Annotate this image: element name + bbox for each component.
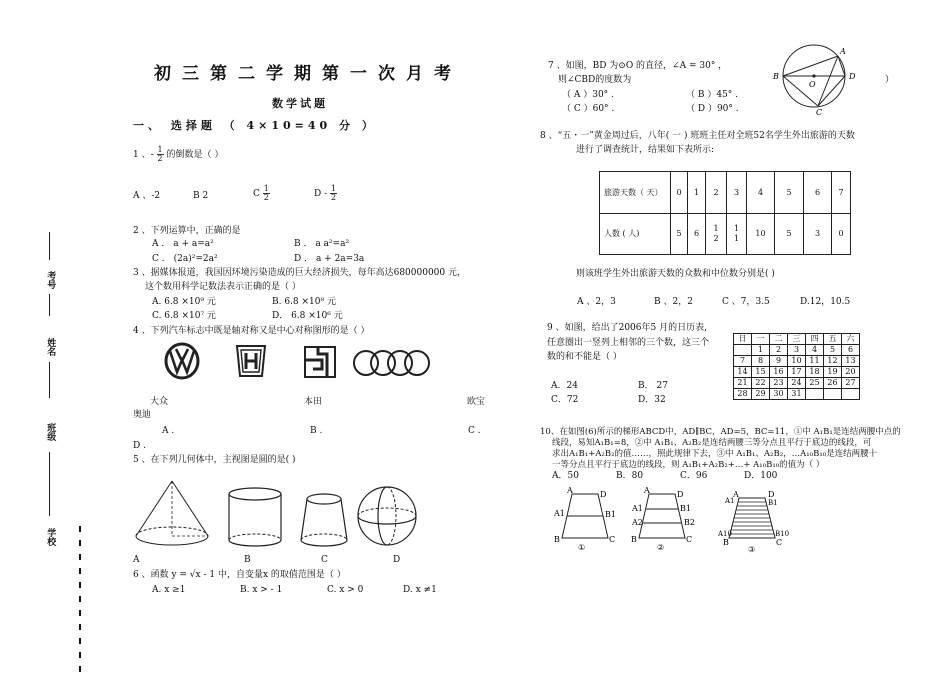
q8-count-cell: 10: [747, 214, 775, 255]
q5-option-b: B: [244, 555, 251, 565]
calendar-day: 6: [842, 345, 860, 356]
calendar-day: 4: [806, 345, 824, 356]
logo-label-volkswagen: 大众: [150, 397, 169, 407]
q8-count-cell: 6: [688, 214, 706, 255]
calendar-day: 19: [824, 367, 842, 378]
fig3-label-c: C: [776, 538, 783, 547]
q9-option-c: C．72: [551, 395, 579, 405]
fig3-label-a1: A1: [725, 497, 735, 505]
calendar-weekday: 一: [752, 334, 770, 345]
q1-option-a: A 、-2: [133, 191, 161, 201]
fig2-label-b: B: [631, 535, 637, 544]
q7-option-a: （ A ）30° .: [562, 90, 614, 100]
calendar-day: 24: [788, 378, 806, 389]
cylinder-icon: [225, 486, 285, 550]
section-heading: 一、 选择题 （ 4×10=40 分 ）: [133, 119, 377, 132]
logo-label-opel: 欧宝: [467, 397, 486, 407]
calendar-weekday: 三: [788, 334, 806, 345]
calendar-day: 5: [824, 345, 842, 356]
calendar-weekday: 四: [806, 334, 824, 345]
q5-option-d: D: [393, 555, 401, 565]
q4-option-d: D .: [133, 441, 146, 451]
calendar-day: 22: [752, 378, 770, 389]
fig2-number: ②: [657, 543, 665, 552]
q3-option-b: B. 6.8 ×10⁸ 元: [272, 297, 336, 307]
q3-stem-line1: 3 、据媒体报道，我国因环境污染造成的巨大经济损失，每年高达680000000 元，: [133, 268, 466, 278]
q8-count-cell: 5: [775, 214, 804, 255]
q8-day-cell: 6: [804, 172, 832, 214]
q7-stem-line1: 7 、如图，BD 为⊙O 的直径，∠A = 30° ，: [548, 61, 728, 71]
q7-option-d: （ D ）90° .: [686, 104, 739, 114]
q5-option-c: C: [321, 555, 328, 565]
class-label: 班级: [45, 423, 56, 441]
q9-option-b: B． 27: [638, 381, 668, 391]
name-line: [49, 362, 50, 398]
q8-count-cell: 12: [706, 214, 727, 255]
q4-option-a: A .: [162, 426, 175, 436]
q10-stem-line4: 一等分点且平行于底边的线段，则 A₁B₁+A₂B₂+…+ A₁₀B₁₀的值为（ ）: [552, 460, 825, 470]
fig2-label-b1: B1: [680, 504, 691, 513]
calendar-day: 28: [734, 389, 752, 400]
q6-stem: 6 、函数 y = √x - 1 中，自变量x 的取值范围是（ ）: [133, 570, 346, 580]
calendar-day: 14: [734, 367, 752, 378]
calendar-day: [734, 345, 752, 356]
q3-option-c: C. 6.8 ×10⁷ 元: [152, 311, 216, 321]
q7-label-d: D: [849, 72, 856, 81]
calendar-header-row: [734, 334, 860, 345]
name-label: 姓名: [45, 338, 56, 356]
fig3-label-a10: A10: [718, 530, 732, 538]
q8-option-c: C 、7，3.5: [722, 297, 770, 307]
q1-option-c: C $\frac{1}{2}$: [253, 184, 269, 202]
q9-stem-line3: 数的和不能是（ ）: [547, 352, 622, 362]
q7-stem-line2: 则∠CBD的度数为: [558, 75, 632, 85]
q8-day-cell: 2: [706, 172, 727, 214]
number-line: [49, 232, 50, 260]
q3-option-d: D． 6.8 ×10⁶ 元: [272, 311, 343, 321]
frustum-icon: [297, 490, 351, 550]
fig2-label-a1: A1: [632, 504, 643, 513]
fig2-label-d: D: [677, 490, 684, 499]
q1-option-b: B 2: [193, 191, 209, 201]
honda-logo-icon: [234, 343, 268, 379]
q2-option-a: A ． a + a=a²: [152, 239, 214, 249]
q9-stem-line1: 9 、如图，给出了2006年5 月的日历表,: [547, 323, 707, 333]
q8-count-cell: 3: [804, 214, 832, 255]
q3-option-a: A. 6.8 ×10⁹ 元: [152, 297, 216, 307]
q8-option-b: B 、2，2: [654, 297, 693, 307]
q7-option-b: （ B ）45° .: [686, 90, 739, 100]
trapezoid-figure-2: [631, 486, 697, 552]
q6-option-a: A. x ≥1: [152, 585, 186, 595]
number-line-lower: [49, 294, 50, 316]
q2-stem: 2 、下列运算中，正确的是: [133, 226, 241, 236]
calendar-weekday: 日: [734, 334, 752, 345]
q2-option-c: C ． (2a)²=2a²: [152, 254, 218, 264]
calendar-day: [842, 389, 860, 400]
q9-stem-line2: 任意圈出一竖列上相邻的三个数，这三个: [547, 338, 710, 348]
q10-option-c: C．96: [680, 471, 708, 481]
fig2-label-c: C: [686, 535, 693, 544]
calendar-week-row: [734, 345, 860, 356]
q2-option-d: D ． a + 2a=3a: [294, 254, 365, 264]
q8-day-cell: 4: [747, 172, 775, 214]
fig1-label-b1: B1: [605, 510, 616, 519]
calendar-day: 31: [788, 389, 806, 400]
q8-day-cell: 7: [832, 172, 851, 214]
q10-stem-line2: 线段，易知A₁B₁=8，②中 A₁B₁、A₂B₂是连结两腰三等分点且平行于底边的线段，可: [552, 438, 872, 448]
fig1-number: ①: [578, 543, 586, 552]
fig3-label-b: B: [723, 538, 729, 547]
calendar-day: 29: [752, 389, 770, 400]
trapezoid-figure-1: [554, 486, 614, 552]
calendar-day: 27: [842, 378, 860, 389]
cone-icon: [132, 478, 212, 550]
calendar-day: 17: [788, 367, 806, 378]
q8-day-cell: 0: [671, 172, 688, 214]
logo-label-audi: 奥迪: [133, 410, 152, 420]
logo-label-honda: 本田: [304, 397, 323, 407]
q8-count-cell: 11: [727, 214, 747, 255]
q8-day-cell: 5: [775, 172, 804, 214]
q8-option-a: A 、2，3: [577, 297, 616, 307]
q6-option-d: D. x ≠1: [403, 585, 437, 595]
trapezoid-figure-3: [716, 486, 800, 554]
calendar-week-row: [734, 356, 860, 367]
calendar-weekday: 二: [770, 334, 788, 345]
fig2-label-b2: B2: [684, 518, 695, 527]
fig1-label-d: D: [600, 490, 607, 499]
calendar-day: 11: [806, 356, 824, 367]
fig3-label-d: D: [768, 490, 775, 499]
exam-subtitle: 数学试题: [272, 97, 328, 110]
calendar-day: 10: [788, 356, 806, 367]
q10-option-a: A．50: [552, 471, 579, 481]
q9-option-a: A．24: [551, 381, 578, 391]
q4-option-b: B .: [310, 426, 323, 436]
calendar-day: [824, 389, 842, 400]
q7-option-c: （ C ）60° .: [562, 104, 615, 114]
number-label: 考号: [45, 271, 56, 289]
fig3-label-a: A: [733, 490, 739, 499]
q7-label-c: C: [816, 108, 823, 117]
calendar-week-row: [734, 389, 860, 400]
calendar-day: 21: [734, 378, 752, 389]
calendar-day: 30: [770, 389, 788, 400]
audi-logo-icon: [352, 348, 432, 378]
calendar-day: 13: [842, 356, 860, 367]
calendar-day: 18: [806, 367, 824, 378]
calendar-day: 16: [770, 367, 788, 378]
school-label: 学校: [45, 528, 56, 546]
fig1-label-a: A: [567, 486, 573, 495]
q7-label-o: O: [809, 80, 816, 89]
may-2006-calendar: [733, 333, 860, 400]
calendar-day: 25: [806, 378, 824, 389]
q3-stem-line2: 这个数用科学记数法表示正确的是（ ）: [145, 282, 301, 292]
q8-count-cell: 5: [671, 214, 688, 255]
q6-option-c: C. x > 0: [327, 585, 364, 595]
q8-stem-line2: 进行了调查统计，结果如下表所示:: [576, 145, 715, 155]
q5-option-a: A: [133, 555, 140, 565]
calendar-weekday: 六: [842, 334, 860, 345]
exam-title: 初三第二学期第一次月考: [154, 64, 462, 84]
q8-count-cell: 0: [832, 214, 851, 255]
calendar-day: [806, 389, 824, 400]
q8-day-cell: 1: [688, 172, 706, 214]
q8-travel-table: [599, 171, 851, 255]
fig1-label-c: C: [609, 535, 616, 544]
q4-option-c: C .: [468, 426, 481, 436]
calendar-day: 7: [734, 356, 752, 367]
q10-stem-line3: 求出A₁B₁+A₂B₂的值……，照此规律下去，③中 A₁B₁、A₂B₂，…A₁₀B₁₀是连结两腰十: [552, 449, 878, 459]
q10-option-d: D．100: [744, 471, 778, 481]
calendar-week-row: [734, 367, 860, 378]
q4-stem: 4 、下列汽车标志中既是轴对称又是中心对称图形的是（ ）: [133, 326, 370, 336]
q7-label-b: B: [773, 72, 779, 81]
calendar-day: 23: [770, 378, 788, 389]
q9-option-d: D．32: [638, 395, 666, 405]
sphere-icon: [356, 484, 418, 550]
fig1-label-b: B: [554, 535, 560, 544]
calendar-day: 12: [824, 356, 842, 367]
q8-option-d: D.12，10.5: [800, 297, 851, 307]
calendar-day: 9: [770, 356, 788, 367]
class-line: [49, 452, 50, 516]
q6-option-b: B. x > - 1: [240, 585, 283, 595]
calendar-day: 15: [752, 367, 770, 378]
calendar-day: 8: [752, 356, 770, 367]
calendar-day: 20: [842, 367, 860, 378]
calendar-weekday: 五: [824, 334, 842, 345]
q7-close-paren: ）: [885, 75, 895, 85]
q10-stem-line1: 10、在如图(6)所示的梯形ABCD中，AD∥BC，AD=5，BC=11，①中 A₁B₁是连结两腰中点的: [540, 427, 901, 437]
opel-logo-icon: [303, 345, 337, 379]
q8-row-header-people: 人数 ( 人): [600, 214, 671, 255]
volkswagen-logo-icon: [164, 342, 200, 380]
fig1-label-a1: A1: [554, 509, 565, 518]
q8-row-header-days: 旅游天数（ 天）: [600, 172, 671, 214]
calendar-week-row: [734, 378, 860, 389]
fig3-label-b1: B1: [768, 499, 778, 507]
q1-stem: 1 、- $\frac{1}{2}$ 的倒数是（ ）: [133, 145, 224, 163]
calendar-day: 3: [788, 345, 806, 356]
calendar-day: 2: [770, 345, 788, 356]
q1-option-d: D - $\frac{1}{2}$: [314, 184, 337, 202]
calendar-day: 1: [752, 345, 770, 356]
fig3-number: ③: [748, 545, 756, 554]
calendar-day: 26: [824, 378, 842, 389]
q5-stem: 5 、在下列几何体中，主视图是圆的是( ): [133, 455, 296, 465]
q10-option-b: B．80: [616, 471, 644, 481]
q7-circle-diagram: [770, 40, 860, 117]
q2-option-b: B ． a a²=a²: [294, 239, 350, 249]
fig3-label-b10: B10: [775, 530, 790, 538]
q8-question: 则该班学生外出旅游天数的众数和中位数分别是( ): [576, 269, 775, 279]
fig2-label-a: A: [644, 486, 650, 495]
q7-label-a: A: [840, 47, 846, 56]
fig2-label-a2: A2: [632, 518, 643, 527]
q8-day-cell: 3: [727, 172, 747, 214]
q8-stem-line1: 8 、“五・一”黄金周过后，八年( 一 ) 班班主任对全班52名学生外出旅游的天数: [540, 131, 855, 141]
